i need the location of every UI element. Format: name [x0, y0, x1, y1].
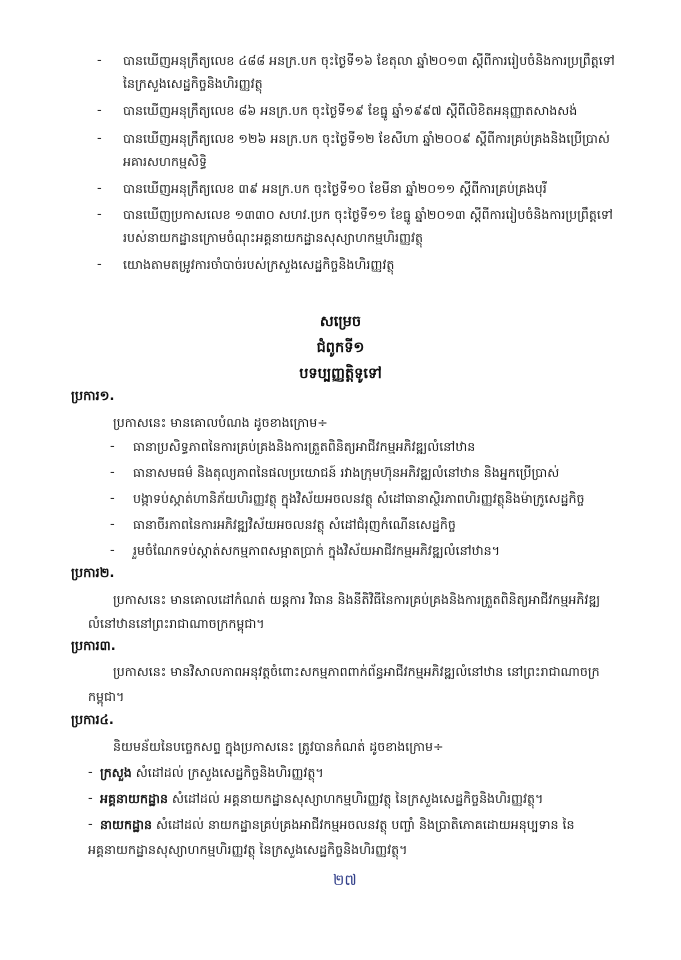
article-line: លំនៅឋាននៅព្រះរាជាណាចក្រកម្ពុជា។ [88, 616, 265, 631]
page-number: ២៧ [333, 871, 357, 889]
bullet-dash: - [88, 765, 93, 780]
list-item: ធានាប្រសិទ្ធភាពនៃការគ្រប់គ្រងនិងការត្រួតពិនិត្យអាជីវកម្មអភិវឌ្ឍលំនៅឋាន [133, 439, 476, 454]
bullet-dash: - [97, 257, 102, 272]
bullet-dash: - [110, 517, 115, 532]
preamble-item-3-line-2: អគារសហកម្មសិទ្ធិ [123, 154, 207, 169]
chapter-title: បទប្បញ្ញត្តិទូទៅ [299, 366, 382, 382]
preamble-item-5-line-1: បានឃើញប្រកាសលេខ ១៣៣០ សហវ.ប្រក ចុះថ្ងៃទី១១ ខែធ្នូ ឆ្នាំ២០១៣ ស្តីពីការរៀបចំនិងការប្រព្រឹត្តទៅ [123, 207, 613, 222]
preamble-item-5-line-2: របស់នាយកដ្ឋានក្រោមចំណុះអគ្គនាយកដ្ឋានសុស្យាហកម្មហិរញ្ញវត្ថុ [123, 230, 424, 245]
bullet-dash: - [97, 131, 102, 146]
bullet-dash: - [88, 791, 93, 806]
definition-term: អគ្គនាយកដ្ឋាន [100, 791, 168, 806]
list-item: រួមចំណែកទប់ស្កាត់សកម្មភាពសម្អាតប្រាក់ ក្នុងវិស័យអាជីវកម្មអភិវឌ្ឍលំនៅឋាន។ [133, 543, 500, 558]
preamble-item-2-line-1: បានឃើញអនុក្រឹត្យលេខ ៨៦ អនក្រ.បក ចុះថ្ងៃទី១៩ ខែធ្នូ ឆ្នាំ១៩៩៧ ស្តីពីលិខិតអនុញ្ញាតសាងសង់ [123, 103, 578, 118]
bullet-dash: - [110, 491, 115, 506]
article-line: កម្ពុជា។ [88, 689, 125, 704]
definition-line [100, 763, 324, 783]
bullet-dash: - [110, 465, 115, 480]
definition-line: អគ្គនាយកដ្ឋានសុស្យាហកម្មហិរញ្ញវត្ថុ នៃក្រសួងសេដ្ឋកិច្ចនិងហិរញ្ញវត្ថុ។ [88, 842, 408, 857]
article-title: ប្រការ៤. [71, 713, 114, 728]
definition-term: នាយកដ្ឋាន [100, 817, 152, 832]
bullet-dash: - [110, 439, 115, 454]
bullet-dash: - [97, 181, 102, 196]
definition-text: សំដៅដល់ ក្រសួងសេដ្ឋកិច្ចនិងហិរញ្ញវត្ថុ។ [131, 765, 324, 780]
preamble-item-1-line-1: បានឃើញអនុក្រឹត្យលេខ ៤៨៨ អនក្រ.បក ចុះថ្ងៃទី១៦ ខែតុលា ឆ្នាំ២០១៣ ស្តីពីការរៀបចំនិងការប្រព្រឹត្តទៅ [123, 53, 615, 68]
definition-line [100, 815, 574, 835]
definition-text: សំដៅដល់ អគ្គនាយកដ្ឋានសុស្យាហកម្មហិរញ្ញវត្ថុ នៃក្រសួងសេដ្ឋកិច្ចនិងហិរញ្ញវត្ថុ។ [167, 791, 544, 806]
article-title: ប្រការ១. [71, 389, 115, 404]
bullet-dash: - [110, 543, 115, 558]
bullet-dash: - [97, 103, 102, 118]
preamble-item-4-line-1: បានឃើញអនុក្រឹត្យលេខ ៣៩ អនក្រ.បក ចុះថ្ងៃទី១០ ខែមីនា ឆ្នាំ២០១១ ស្តីពីការគ្រប់គ្រងបុរី [123, 181, 547, 196]
list-item: បង្កាទប់ស្កាត់ហានិភ័យហិរញ្ញវត្ថុ ក្នុងវិស័យអចលនវត្ថុ សំដៅធានាស្ថិរភាពហិរញ្ញវត្ថុនិងម៉ាក្រូសេដ្ឋកិច្ច [133, 491, 585, 506]
definition-line [100, 789, 543, 809]
preamble-item-6-line-1: យោងតាមតម្រូវការចាំបាច់របស់ក្រសួងសេដ្ឋកិច្ចនិងហិរញ្ញវត្ថុ [123, 257, 395, 272]
article-line: ប្រកាសនេះ មានគោលដៅកំណត់ យន្តការ វិធាន និងនីតិវិធីនៃការគ្រប់គ្រងនិងការត្រួតពិនិត្យអាជីវកម្មអភិវឌ្ឍ [113, 592, 601, 607]
article-line: ប្រកាសនេះ មានវិសាលភាពអនុវត្តចំពោះសកម្មភាពពាក់ព័ន្ធអាជីវកម្មអភិវឌ្ឍលំនៅឋាន នៅព្រះរាជាណាចក្រ [113, 664, 600, 679]
list-item: ធានាសមធម៌ និងតុល្យភាពនៃផលប្រយោជន៍ រវាងក្រុមហ៊ុនអភិវឌ្ឍលំនៅឋាន និងអ្នកប្រើប្រាស់ [133, 465, 560, 480]
bullet-dash: - [97, 53, 102, 68]
preamble-item-3-line-1: បានឃើញអនុក្រឹត្យលេខ ១២៦ អនក្រ.បក ចុះថ្ងៃទី១២ ខែសីហា ឆ្នាំ២០០៩ ស្តីពីការគ្រប់គ្រងនិងប្រើប្រាស់ [123, 131, 610, 146]
article-intro: និយមន័យនៃបច្ចេកសព្ទ ក្នុងប្រកាសនេះ ត្រូវបានកំណត់ ដូចខាងក្រោម÷ [113, 739, 444, 754]
definition-text: សំដៅដល់ នាយកដ្ឋានគ្រប់គ្រងអាជីវកម្មអចលនវត្ថុ បញ្ចាំ និងប្រាតិភោគដោយអនុប្បទាន នៃ [151, 817, 575, 832]
bullet-dash: - [88, 817, 93, 832]
definition-term: ក្រសួង [100, 765, 132, 780]
preamble-item-1-line-2: នៃក្រសួងសេដ្ឋកិច្ចនិងហិរញ្ញវត្ថុ [123, 76, 263, 91]
article-intro: ប្រកាសនេះ មានគោលបំណង ដូចខាងក្រោម÷ [113, 415, 328, 430]
decision-heading: សម្រេច [319, 314, 362, 330]
article-title: ប្រការ៣. [71, 639, 116, 654]
bullet-dash: - [97, 207, 102, 222]
article-title: ប្រការ២. [71, 566, 115, 581]
list-item: ធានាចីរភាពនៃការអភិវឌ្ឍវិស័យអចលនវត្ថុ សំដៅជំរុញកំណើនសេដ្ឋកិច្ច [133, 517, 456, 532]
chapter-heading: ជំពូកទី១ [316, 340, 365, 356]
